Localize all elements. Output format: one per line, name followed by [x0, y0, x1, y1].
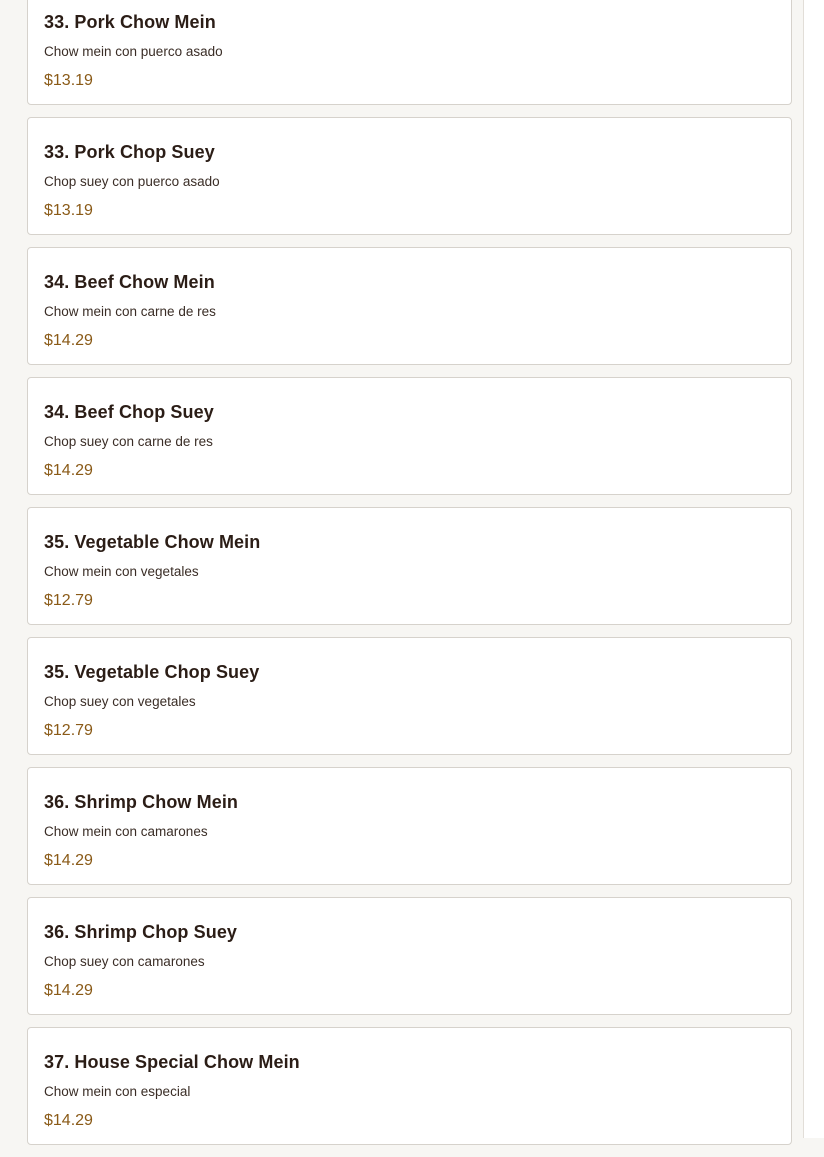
- menu-item-description: Chop suey con puerco asado: [44, 174, 220, 189]
- menu-item-name: 33. Pork Chop Suey: [44, 142, 215, 162]
- menu-item-price: $14.29: [44, 462, 93, 479]
- menu-item-list: [27, 0, 792, 1157]
- menu-item-description: Chop suey con camarones: [44, 954, 205, 969]
- menu-item-description: Chow mein con puerco asado: [44, 44, 223, 59]
- menu-item-name: 35. Vegetable Chow Mein: [44, 532, 261, 552]
- menu-item-description: Chow mein con especial: [44, 1084, 191, 1099]
- menu-item-price: $12.79: [44, 722, 93, 739]
- menu-item-card[interactable]: [27, 247, 792, 365]
- menu-item-card[interactable]: [27, 767, 792, 885]
- menu-item-description: Chow mein con carne de res: [44, 304, 216, 319]
- menu-item-description: Chow mein con vegetales: [44, 564, 199, 579]
- menu-item-name: 35. Vegetable Chop Suey: [44, 662, 260, 682]
- menu-item-price: $13.19: [44, 202, 93, 219]
- menu-item-name: 36. Shrimp Chow Mein: [44, 792, 239, 812]
- menu-item-price: $12.79: [44, 592, 93, 609]
- menu-item-card[interactable]: [27, 1027, 792, 1145]
- menu-item-name: 33. Pork Chow Mein: [44, 12, 216, 32]
- menu-item-card[interactable]: [27, 117, 792, 235]
- menu-item-price: $13.19: [44, 72, 93, 89]
- menu-item-price: $14.29: [44, 852, 93, 869]
- menu-item-description: Chow mein con camarones: [44, 824, 208, 839]
- page-right-rail: [803, 0, 824, 1138]
- menu-item-card[interactable]: [27, 897, 792, 1015]
- menu-item-description: Chop suey con carne de res: [44, 434, 213, 449]
- menu-item-card[interactable]: [27, 637, 792, 755]
- menu-item-card[interactable]: [27, 377, 792, 495]
- menu-item-price: $14.29: [44, 982, 93, 999]
- menu-item-description: Chop suey con vegetales: [44, 694, 196, 709]
- menu-item-name: 34. Beef Chop Suey: [44, 402, 214, 422]
- menu-item-card[interactable]: [27, 0, 792, 105]
- menu-item-name: 36. Shrimp Chop Suey: [44, 922, 238, 942]
- menu-item-price: $14.29: [44, 1112, 93, 1129]
- menu-item-price: $14.29: [44, 332, 93, 349]
- menu-item-name: 34. Beef Chow Mein: [44, 272, 215, 292]
- menu-item-card[interactable]: [27, 507, 792, 625]
- menu-item-name: 37. House Special Chow Mein: [44, 1052, 300, 1072]
